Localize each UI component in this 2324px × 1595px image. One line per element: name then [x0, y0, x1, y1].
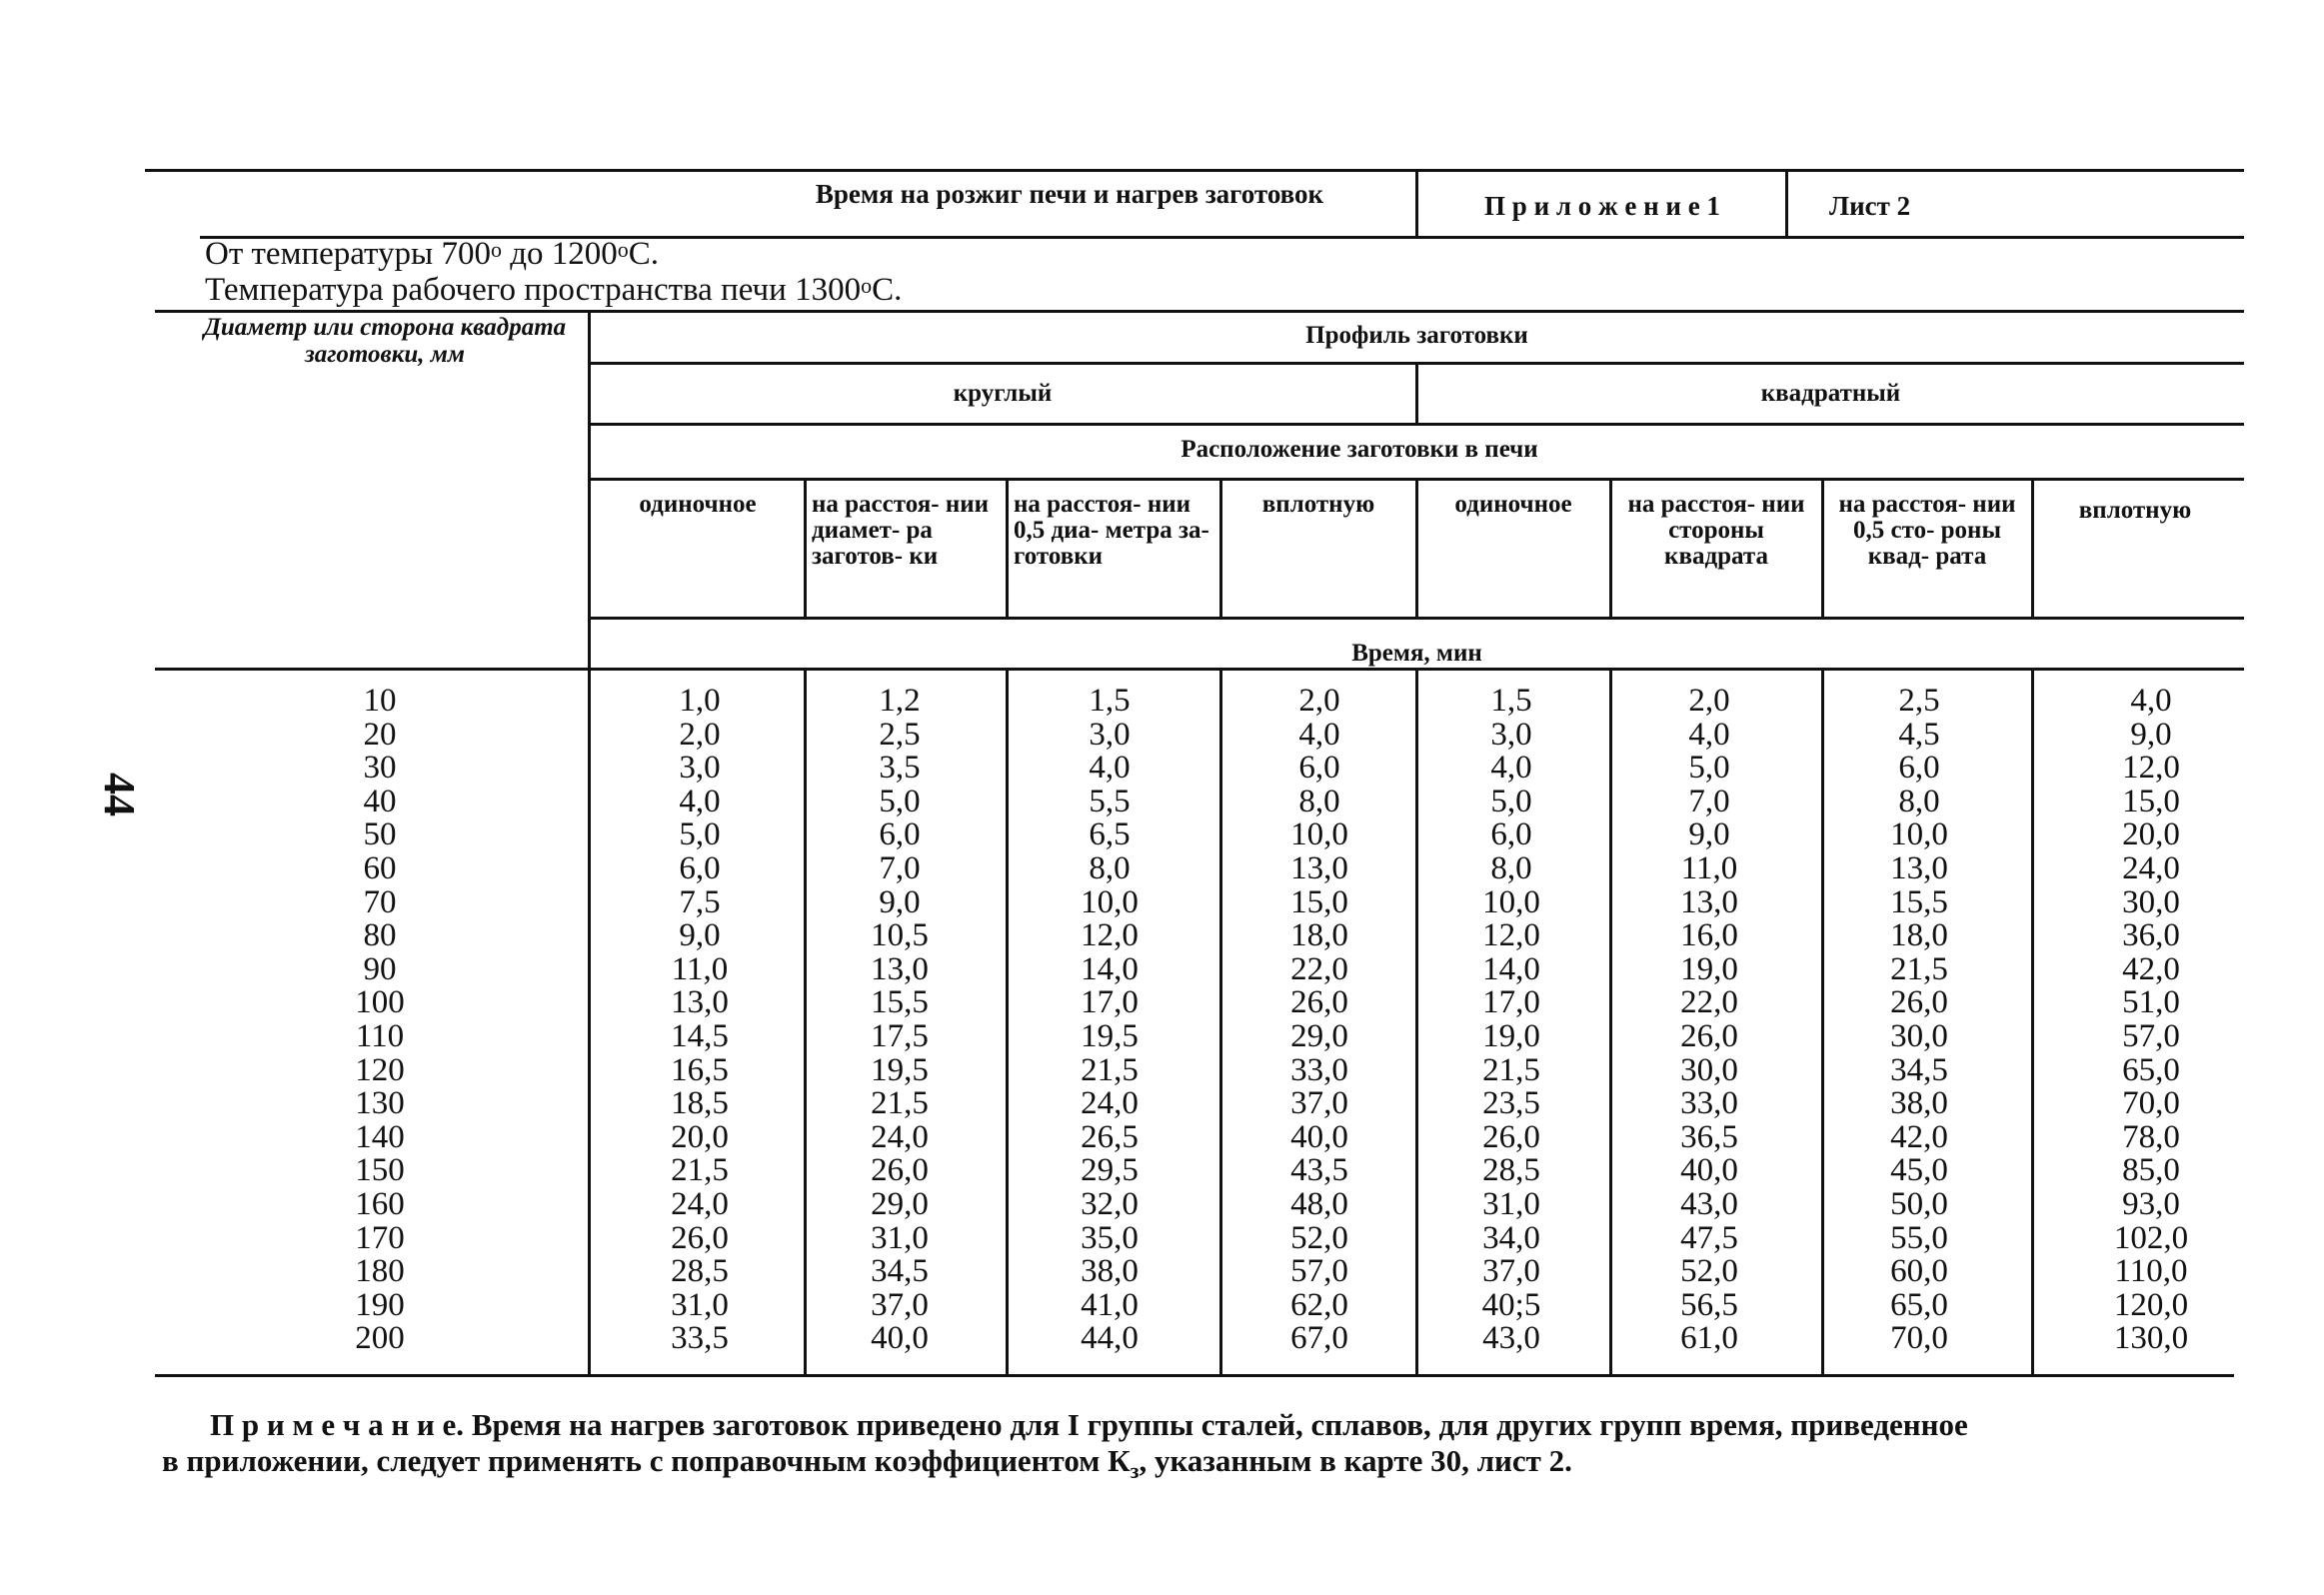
table-cell: 40,0 [871, 1320, 929, 1357]
table-cell: 14,0 [1081, 950, 1139, 987]
table-cell: 62,0 [1290, 1286, 1348, 1323]
row-header-separator [588, 310, 591, 1376]
row-header: Диаметр или сторона квадрата заготовки, мм [203, 314, 567, 368]
table-cell: 33,0 [1680, 1085, 1738, 1122]
table-cell: 37,0 [1482, 1253, 1540, 1290]
table-cell: 43,5 [1290, 1152, 1348, 1189]
table-cell: 16,0 [1680, 917, 1738, 954]
table-cell: 9,0 [1688, 816, 1730, 853]
table-cell: 15,0 [2122, 783, 2180, 819]
col-sep-1 [804, 478, 807, 618]
table-cell: 120,0 [2113, 1286, 2189, 1323]
table-cell: 14,5 [671, 1017, 729, 1054]
table-cell: 52,0 [1680, 1253, 1738, 1290]
value-column-3 [1030, 685, 1189, 1356]
table-cell: 11,0 [1680, 849, 1738, 886]
table-cell: 21,5 [871, 1085, 929, 1122]
table-cell: 28,5 [671, 1253, 729, 1290]
table-cell: 4,0 [2130, 683, 2172, 719]
table-cell: 18,0 [1890, 917, 1948, 954]
table-cell: 18,5 [671, 1085, 729, 1122]
table-cell: 10,0 [1081, 883, 1139, 920]
table-top-rule [155, 310, 2244, 313]
footnote: П р и м е ч а н и е. Время на нагрев заготовок приведено для I группы сталей, сплавов, для других групп время, приведенное [210, 1407, 1968, 1442]
table-cell: 65,0 [1890, 1286, 1948, 1323]
table-cell: 31,0 [671, 1286, 729, 1323]
table-cell: 1,0 [679, 683, 721, 719]
table-cell: 170 [355, 1219, 405, 1256]
table-cell: 150 [355, 1152, 405, 1189]
table-cell: 2,5 [879, 716, 921, 753]
table-cell: 67,0 [1290, 1320, 1348, 1357]
table-cell: 61,0 [1680, 1320, 1738, 1357]
table-cell: 24,0 [671, 1185, 729, 1222]
value-column-4 [1239, 685, 1399, 1356]
table-cell: 33,5 [671, 1320, 729, 1357]
table-cell: 19,0 [1680, 950, 1738, 987]
body-sep-3 [1219, 668, 1222, 1376]
table-cell: 4,5 [1898, 716, 1940, 753]
col-sep-6 [1821, 478, 1824, 618]
table-cell: 2,0 [679, 716, 721, 753]
body-sep-1 [804, 668, 807, 1376]
table-cell: 12,0 [1482, 917, 1540, 954]
table-cell: 10 [363, 683, 397, 719]
value-column-7 [1839, 685, 1999, 1356]
table-cell: 17,0 [1081, 984, 1139, 1021]
table-cell: 47,5 [1680, 1219, 1738, 1256]
table-cell: 20 [363, 716, 397, 753]
value-column-2 [820, 685, 980, 1356]
footnote-line-2: в приложении, следует применять с поправочным коэффициентом $К_з$, указанным в карте 30, лист 2. [162, 1443, 1572, 1484]
table-cell: 31,0 [1482, 1185, 1540, 1222]
table-cell: 9,0 [2130, 716, 2172, 753]
table-cell: 200 [355, 1320, 405, 1357]
table-cell: 36,0 [2122, 917, 2180, 954]
table-cell: 8,0 [1089, 849, 1131, 886]
table-cell: 48,0 [1290, 1185, 1348, 1222]
table-cell: 5,0 [1490, 783, 1532, 819]
table-cell: 180 [355, 1253, 405, 1290]
table-cell: 9,0 [679, 917, 721, 954]
page-number: 44 [95, 773, 144, 816]
table-bottom-rule [155, 1374, 2234, 1377]
table-cell: 26,0 [1482, 1118, 1540, 1155]
col-header-square-side-gap: на расстоя- нии стороны квадрата [1627, 491, 1805, 570]
table-cell: 43,0 [1680, 1185, 1738, 1222]
table-cell: 40,0 [1680, 1152, 1738, 1189]
rule-time [155, 668, 2244, 671]
table-cell: 50,0 [1890, 1185, 1948, 1222]
table-cell: 60 [363, 849, 397, 886]
table-cell: 6,0 [879, 816, 921, 853]
table-cell: 34,0 [1482, 1219, 1540, 1256]
table-cell: 55,0 [1890, 1219, 1948, 1256]
table-cell: 4,0 [1490, 750, 1532, 787]
table-cell: 78,0 [2122, 1118, 2180, 1155]
table-cell: 38,0 [1890, 1085, 1948, 1122]
table-cell: 2,0 [1688, 683, 1730, 719]
table-cell: 20,0 [671, 1118, 729, 1155]
col-sep-2 [1006, 478, 1009, 618]
table-cell: 34,5 [1890, 1051, 1948, 1088]
table-cell: 6,0 [1898, 750, 1940, 787]
table-cell: 38,0 [1081, 1253, 1139, 1290]
table-cell: 70,0 [1890, 1320, 1948, 1357]
table-cell: 19,5 [1081, 1017, 1139, 1054]
table-cell: 13,0 [1680, 883, 1738, 920]
table-cell: 120 [355, 1051, 405, 1088]
table-cell: 93,0 [2122, 1185, 2180, 1222]
table-cell: 1,2 [879, 683, 921, 719]
col-header-square-single: одиночное [1454, 491, 1572, 518]
table-cell: 2,0 [1298, 683, 1340, 719]
col-header-round-diameter-gap: на расстоя- нии диамет- ра заготов- ки [812, 491, 990, 570]
size-column [300, 685, 460, 1356]
table-cell: 21,5 [1081, 1051, 1139, 1088]
table-cell: 37,0 [1290, 1085, 1348, 1122]
table-cell: 110,0 [2114, 1253, 2188, 1290]
body-sep-4 [1415, 668, 1418, 1376]
table-cell: 5,0 [879, 783, 921, 819]
table-cell: 1,5 [1089, 683, 1131, 719]
table-cell: 13,0 [871, 950, 929, 987]
table-cell: 35,0 [1081, 1219, 1139, 1256]
table-cell: 40,0 [1290, 1118, 1348, 1155]
col-header-round-half-gap: на расстоя- нии 0,5 диа- метра за- готовки [1014, 491, 1209, 570]
table-cell: 4,0 [1298, 716, 1340, 753]
table-cell: 8,0 [1490, 849, 1532, 886]
table-cell: 130,0 [2113, 1320, 2189, 1357]
table-cell: 60,0 [1890, 1253, 1948, 1290]
table-cell: 26,5 [1081, 1118, 1139, 1155]
body-sep-5 [1609, 668, 1612, 1376]
table-cell: 26,0 [671, 1219, 729, 1256]
table-cell: 42,0 [1890, 1118, 1948, 1155]
table-cell: 5,5 [1089, 783, 1131, 819]
table-cell: 40;5 [1481, 1286, 1541, 1323]
table-cell: 40 [363, 783, 397, 819]
footnote-label: П р и м е ч а н и е. [210, 1407, 465, 1442]
table-cell: 26,0 [1290, 984, 1348, 1021]
table-cell: 24,0 [1081, 1085, 1139, 1122]
table-cell: 21,5 [1890, 950, 1948, 987]
table-cell: 2,5 [1898, 683, 1940, 719]
table-cell: 8,0 [1298, 783, 1340, 819]
appendix-label: П р и л о ж е н и е 1 [1484, 191, 1720, 221]
table-cell: 90 [363, 950, 397, 987]
table-cell: 65,0 [2122, 1051, 2180, 1088]
table-cell: 4,0 [1688, 716, 1730, 753]
table-cell: 6,0 [1298, 750, 1340, 787]
table-cell: 14,0 [1482, 950, 1540, 987]
table-cell: 70,0 [2122, 1085, 2180, 1122]
table-cell: 70 [363, 883, 397, 920]
table-cell: 3,0 [679, 750, 721, 787]
table-cell: 30 [363, 750, 397, 787]
table-cell: 3,0 [1089, 716, 1131, 753]
table-cell: 5,0 [1688, 750, 1730, 787]
table-cell: 17,0 [1482, 984, 1540, 1021]
table-cell: 4,0 [1089, 750, 1131, 787]
table-cell: 6,5 [1089, 816, 1131, 853]
header-top-rule [145, 169, 2244, 172]
body-sep-2 [1006, 668, 1009, 1376]
table-cell: 10,0 [1482, 883, 1540, 920]
col-header-round-single: одиночное [639, 491, 757, 518]
placement-header: Расположение заготовки в печи [1180, 436, 1538, 463]
table-cell: 110 [355, 1017, 405, 1054]
table-cell: 6,0 [1490, 816, 1532, 853]
value-column-8 [2071, 685, 2231, 1356]
body-sep-7 [2031, 668, 2034, 1376]
table-cell: 9,0 [879, 883, 921, 920]
profile-header: Профиль заготовки [1305, 322, 1528, 349]
table-cell: 37,0 [871, 1286, 929, 1323]
body-sep-6 [1821, 668, 1824, 1376]
table-cell: 34,5 [871, 1253, 929, 1290]
working-temperature: Температура рабочего пространства печи $1300^оС$. [205, 272, 903, 308]
value-column-1 [620, 685, 780, 1356]
table-cell: 85,0 [2122, 1152, 2180, 1189]
table-cell: 23,5 [1482, 1085, 1540, 1122]
table-cell: 160 [355, 1185, 405, 1222]
table-cell: 51,0 [2122, 984, 2180, 1021]
round-header: круглый [953, 380, 1053, 407]
table-cell: 20,0 [2122, 816, 2180, 853]
table-cell: 13,0 [671, 984, 729, 1021]
table-cell: 3,0 [1490, 716, 1532, 753]
table-cell: 29,0 [871, 1185, 929, 1222]
table-cell: 140 [355, 1118, 405, 1155]
table-cell: 102,0 [2113, 1219, 2189, 1256]
table-cell: 28,5 [1482, 1152, 1540, 1189]
table-cell: 11,0 [671, 950, 729, 987]
table-cell: 50 [363, 816, 397, 853]
table-cell: 190 [355, 1286, 405, 1323]
table-cell: 22,0 [1290, 950, 1348, 987]
table-cell: 30,0 [1890, 1017, 1948, 1054]
table-cell: 26,0 [871, 1152, 929, 1189]
table-cell: 56,5 [1680, 1286, 1738, 1323]
table-cell: 24,0 [2122, 849, 2180, 886]
table-cell: 3,5 [879, 750, 921, 787]
table-cell: 100 [355, 984, 405, 1021]
table-cell: 12,0 [2122, 750, 2180, 787]
time-header: Время, мин [1351, 640, 1482, 667]
header-divider-1 [1415, 169, 1418, 237]
table-cell: 57,0 [2122, 1017, 2180, 1054]
table-cell: 57,0 [1290, 1253, 1348, 1290]
table-cell: 80 [363, 917, 397, 954]
table-cell: 10,0 [1290, 816, 1348, 853]
table-cell: 15,5 [1890, 883, 1948, 920]
table-cell: 44,0 [1081, 1320, 1139, 1357]
table-cell: 29,5 [1081, 1152, 1139, 1189]
table-cell: 21,5 [1482, 1051, 1540, 1088]
col-header-square-tight: вплотную [2078, 497, 2192, 524]
table-cell: 19,5 [871, 1051, 929, 1088]
table-cell: 6,0 [679, 849, 721, 886]
table-cell: 29,0 [1290, 1017, 1348, 1054]
table-cell: 26,0 [1890, 984, 1948, 1021]
table-cell: 7,5 [679, 883, 721, 920]
table-cell: 31,0 [871, 1219, 929, 1256]
value-column-6 [1629, 685, 1789, 1356]
col-sep-3 [1219, 478, 1222, 618]
table-cell: 16,5 [671, 1051, 729, 1088]
header-divider-2 [1785, 169, 1788, 237]
table-cell: 13,0 [1290, 849, 1348, 886]
table-cell: 32,0 [1081, 1185, 1139, 1222]
table-cell: 5,0 [679, 816, 721, 853]
table-cell: 7,0 [1688, 783, 1730, 819]
col-header-square-half-gap: на расстоя- нии 0,5 сто- роны квад- рата [1838, 491, 2016, 570]
col-sep-4 [1415, 478, 1418, 618]
table-cell: 52,0 [1290, 1219, 1348, 1256]
table-cell: 7,0 [879, 849, 921, 886]
table-cell: 4,0 [679, 783, 721, 819]
table-cell: 26,0 [1680, 1017, 1738, 1054]
table-cell: 10,0 [1890, 816, 1948, 853]
table-cell: 22,0 [1680, 984, 1738, 1021]
table-cell: 30,0 [2122, 883, 2180, 920]
table-cell: 43,0 [1482, 1320, 1540, 1357]
table-cell: 15,5 [871, 984, 929, 1021]
table-cell: 15,0 [1290, 883, 1348, 920]
table-cell: 41,0 [1081, 1286, 1139, 1323]
table-cell: 8,0 [1898, 783, 1940, 819]
table-cell: 24,0 [871, 1118, 929, 1155]
table-cell: 42,0 [2122, 950, 2180, 987]
table-cell: 30,0 [1680, 1051, 1738, 1088]
square-header: квадратный [1760, 380, 1901, 407]
table-cell: 130 [355, 1085, 405, 1122]
table-cell: 12,0 [1081, 917, 1139, 954]
value-column-5 [1431, 685, 1591, 1356]
table-cell: 1,5 [1490, 683, 1532, 719]
table-cell: 19,0 [1482, 1017, 1540, 1054]
table-cell: 13,0 [1890, 849, 1948, 886]
col-sep-7 [2031, 478, 2034, 618]
sheet-label: Лист 2 [1829, 191, 1911, 221]
table-cell: 45,0 [1890, 1152, 1948, 1189]
table-cell: 18,0 [1290, 917, 1348, 954]
table-cell: 21,5 [671, 1152, 729, 1189]
table-cell: 36,5 [1680, 1118, 1738, 1155]
table-cell: 17,5 [871, 1017, 929, 1054]
table-cell: 33,0 [1290, 1051, 1348, 1088]
col-header-round-tight: вплотную [1261, 491, 1375, 518]
header-title: Время на розжиг печи и нагрев заготовок [815, 179, 1324, 209]
table-cell: 10,5 [871, 917, 929, 954]
col-sep-5 [1609, 478, 1612, 618]
temperature-range: От температуры $700^о$ до $1200^оС$. [205, 236, 660, 272]
